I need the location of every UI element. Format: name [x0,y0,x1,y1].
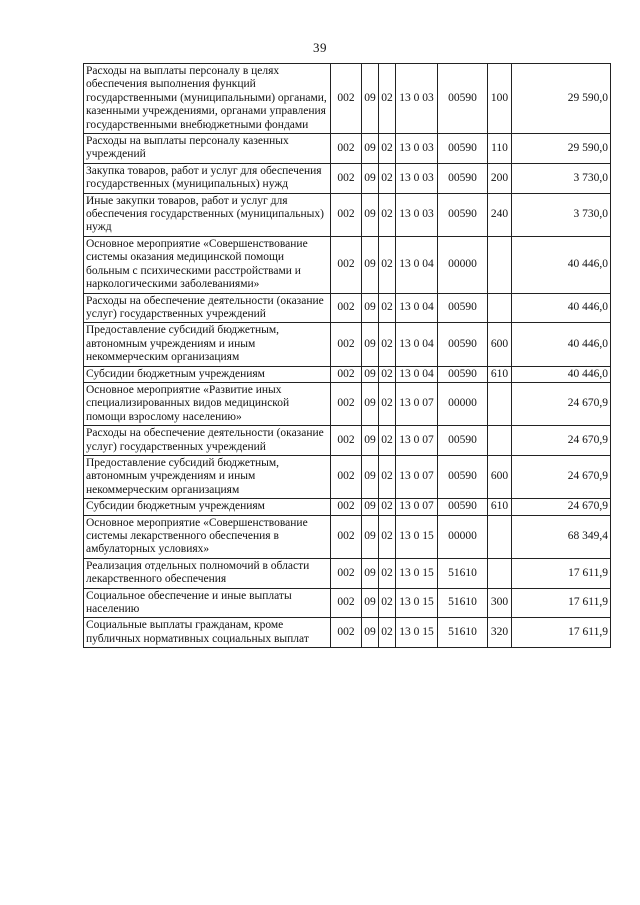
table-row [84,163,611,193]
expense-type-code: 240 [488,193,512,236]
subsection-code: 02 [379,499,396,515]
direction-code: 00000 [438,382,488,425]
direction-code: 00590 [438,426,488,456]
subsection-code: 02 [379,323,396,366]
expense-name: Основное мероприятие «Совершенствование системы лекарственного обеспечения в амбулаторных условиях» [84,515,331,558]
table-row [84,366,611,382]
subsection-code: 02 [379,558,396,588]
expense-type-code: 600 [488,455,512,498]
section-code: 09 [362,163,379,193]
program-code: 13 0 15 [396,558,438,588]
grbs-code: 002 [331,426,362,456]
section-code: 09 [362,134,379,164]
amount: 40 446,0 [512,236,611,293]
grbs-code: 002 [331,558,362,588]
expense-type-code [488,558,512,588]
expense-name: Социальное обеспечение и иные выплаты населению [84,588,331,618]
subsection-code: 02 [379,426,396,456]
program-code: 13 0 07 [396,455,438,498]
table-row [84,134,611,164]
table-row [84,64,611,134]
section-code: 09 [362,426,379,456]
table-row [84,293,611,323]
expense-type-code: 600 [488,323,512,366]
section-code: 09 [362,455,379,498]
page-number: 39 [313,40,327,55]
subsection-code: 02 [379,366,396,382]
section-code: 09 [362,193,379,236]
expense-type-code [488,515,512,558]
subsection-code: 02 [379,236,396,293]
expense-type-code [488,236,512,293]
amount: 17 611,9 [512,588,611,618]
direction-code: 00590 [438,64,488,134]
amount: 29 590,0 [512,64,611,134]
table-row [84,499,611,515]
subsection-code: 02 [379,64,396,134]
program-code: 13 0 07 [396,426,438,456]
subsection-code: 02 [379,588,396,618]
amount: 40 446,0 [512,323,611,366]
direction-code: 00000 [438,515,488,558]
subsection-code: 02 [379,515,396,558]
expense-name: Реализация отдельных полномочий в области лекарственного обеспечения [84,558,331,588]
subsection-code: 02 [379,382,396,425]
direction-code: 00590 [438,293,488,323]
subsection-code: 02 [379,455,396,498]
program-code: 13 0 04 [396,366,438,382]
grbs-code: 002 [331,455,362,498]
table-row [84,382,611,425]
amount: 3 730,0 [512,193,611,236]
direction-code: 00590 [438,323,488,366]
subsection-code: 02 [379,163,396,193]
section-code: 09 [362,515,379,558]
direction-code: 00590 [438,366,488,382]
expense-name: Субсидии бюджетным учреждениям [84,366,331,382]
section-code: 09 [362,588,379,618]
expense-type-code [488,293,512,323]
table-row [84,455,611,498]
grbs-code: 002 [331,323,362,366]
direction-code: 51610 [438,618,488,648]
section-code: 09 [362,323,379,366]
grbs-code: 002 [331,618,362,648]
grbs-code: 002 [331,134,362,164]
expense-name: Расходы на обеспечение деятельности (оказание услуг) государственных учреждений [84,426,331,456]
program-code: 13 0 15 [396,515,438,558]
amount: 24 670,9 [512,499,611,515]
expense-name: Основное мероприятие «Развитие иных специализированных видов медицинской помощи взрослому населению» [84,382,331,425]
expense-name: Предоставление субсидий бюджетным, автономным учреждениям и иным некоммерческим организациям [84,455,331,498]
expense-name: Расходы на обеспечение деятельности (оказание услуг) государственных учреждений [84,293,331,323]
expense-type-code [488,382,512,425]
expense-type-code [488,426,512,456]
expense-name: Субсидии бюджетным учреждениям [84,499,331,515]
direction-code: 51610 [438,558,488,588]
expense-name: Закупка товаров, работ и услуг для обеспечения государственных (муниципальных) нужд [84,163,331,193]
expense-name: Иные закупки товаров, работ и услуг для обеспечения государственных (муниципальных) нужд [84,193,331,236]
grbs-code: 002 [331,64,362,134]
direction-code: 00590 [438,163,488,193]
table-row [84,236,611,293]
budget-table-body [84,64,611,648]
subsection-code: 02 [379,193,396,236]
grbs-code: 002 [331,366,362,382]
section-code: 09 [362,499,379,515]
expense-type-code: 110 [488,134,512,164]
table-row [84,426,611,456]
table-row [84,558,611,588]
direction-code: 00590 [438,455,488,498]
expense-type-code: 200 [488,163,512,193]
grbs-code: 002 [331,293,362,323]
section-code: 09 [362,293,379,323]
table-row [84,618,611,648]
direction-code: 51610 [438,588,488,618]
grbs-code: 002 [331,588,362,618]
amount: 17 611,9 [512,558,611,588]
program-code: 13 0 04 [396,293,438,323]
program-code: 13 0 03 [396,134,438,164]
subsection-code: 02 [379,134,396,164]
grbs-code: 002 [331,163,362,193]
direction-code: 00590 [438,193,488,236]
amount: 3 730,0 [512,163,611,193]
expense-name: Расходы на выплаты персоналу казенных учреждений [84,134,331,164]
program-code: 13 0 03 [396,193,438,236]
program-code: 13 0 07 [396,382,438,425]
expense-type-code: 610 [488,499,512,515]
table-row [84,323,611,366]
amount: 17 611,9 [512,618,611,648]
expense-type-code: 320 [488,618,512,648]
program-code: 13 0 07 [396,499,438,515]
amount: 40 446,0 [512,366,611,382]
amount: 24 670,9 [512,426,611,456]
grbs-code: 002 [331,193,362,236]
section-code: 09 [362,382,379,425]
program-code: 13 0 15 [396,588,438,618]
expense-type-code: 610 [488,366,512,382]
amount: 29 590,0 [512,134,611,164]
table-row [84,588,611,618]
grbs-code: 002 [331,382,362,425]
amount: 24 670,9 [512,455,611,498]
direction-code: 00000 [438,236,488,293]
expense-name: Предоставление субсидий бюджетным, автономным учреждениям и иным некоммерческим организациям [84,323,331,366]
program-code: 13 0 03 [396,64,438,134]
program-code: 13 0 04 [396,323,438,366]
subsection-code: 02 [379,618,396,648]
direction-code: 00590 [438,499,488,515]
grbs-code: 002 [331,515,362,558]
expense-type-code: 100 [488,64,512,134]
section-code: 09 [362,618,379,648]
section-code: 09 [362,558,379,588]
program-code: 13 0 04 [396,236,438,293]
grbs-code: 002 [331,236,362,293]
expense-name: Социальные выплаты гражданам, кроме публичных нормативных социальных выплат [84,618,331,648]
program-code: 13 0 15 [396,618,438,648]
section-code: 09 [362,366,379,382]
amount: 40 446,0 [512,293,611,323]
table-row [84,515,611,558]
subsection-code: 02 [379,293,396,323]
direction-code: 00590 [438,134,488,164]
table-row [84,193,611,236]
program-code: 13 0 03 [396,163,438,193]
amount: 24 670,9 [512,382,611,425]
amount: 68 349,4 [512,515,611,558]
expense-name: Расходы на выплаты персоналу в целях обеспечения выполнения функций государственными (муниципальными) органами, казенными учреждениями, органами управления государственными внебюджетными фондами [84,64,331,134]
grbs-code: 002 [331,499,362,515]
budget-table [83,63,611,648]
section-code: 09 [362,64,379,134]
section-code: 09 [362,236,379,293]
expense-name: Основное мероприятие «Совершенствование системы оказания медицинской помощи больным с психическими расстройствами и наркологическими заболеваниями» [84,236,331,293]
expense-type-code: 300 [488,588,512,618]
